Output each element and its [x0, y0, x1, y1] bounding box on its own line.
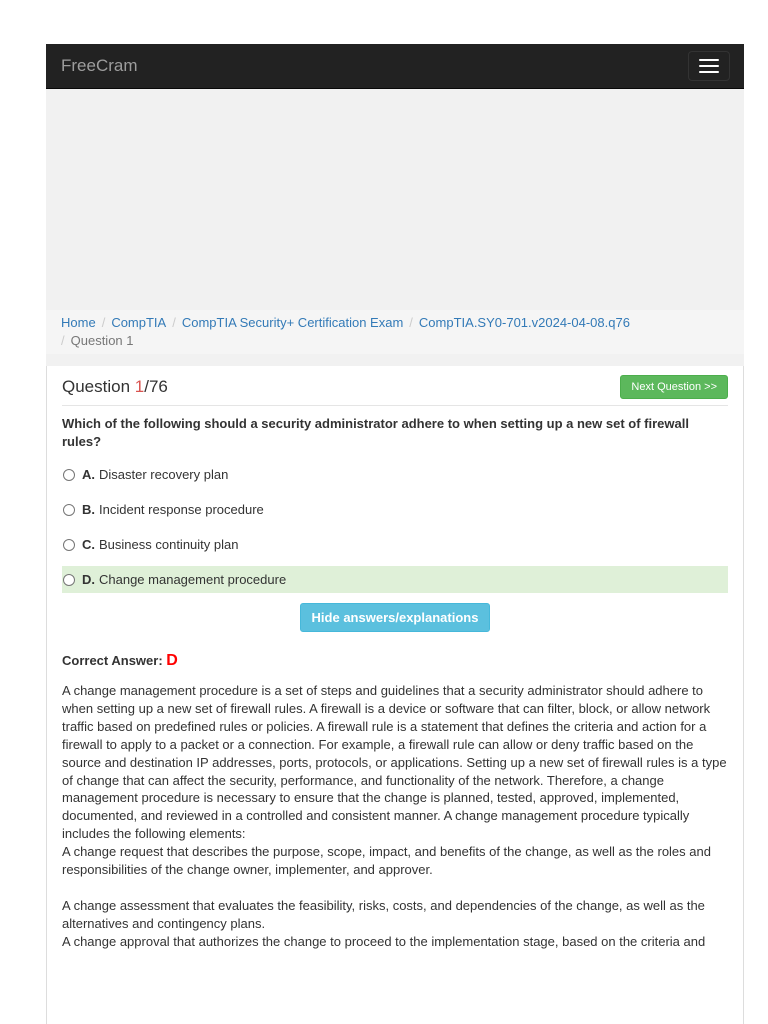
menu-toggle-button[interactable]	[688, 51, 730, 81]
question-total: /76	[144, 377, 168, 396]
radio-d[interactable]	[63, 574, 75, 586]
explanation-paragraph: A change assessment that evaluates the feasibility, risks, costs, and dependencies of the change, as well as the alternatives and contingency plans.	[62, 897, 705, 931]
hide-answers-button[interactable]: Hide answers/explanations	[300, 603, 491, 632]
correct-answer-letter: D	[166, 652, 178, 669]
ad-area	[46, 89, 744, 366]
next-question-button[interactable]: Next Question >>	[620, 375, 728, 399]
brand-logo[interactable]: FreeCram	[61, 56, 138, 75]
question-header	[62, 366, 728, 406]
option-a[interactable]: A. Disaster recovery plan	[62, 461, 728, 488]
breadcrumb: Home / CompTIA / CompTIA Security+ Certification Exam / CompTIA.SY0-701.v2024-04-08.q76 / Question 1	[46, 310, 744, 354]
radio-a[interactable]	[63, 469, 75, 481]
breadcrumb-current: Question 1	[70, 333, 134, 348]
question-title: Question 1/76	[62, 377, 168, 396]
question-panel	[46, 366, 744, 1024]
correct-answer: Correct Answer: D	[62, 652, 178, 669]
explanation-paragraph: A change request that describes the purpose, scope, impact, and benefits of the change, as well as the roles and responsibilities of the change owner, implementer, and approver.	[62, 844, 711, 878]
option-d[interactable]: D. Change management procedure	[62, 566, 728, 593]
explanation-paragraph: A change approval that authorizes the change to proceed to the implementation stage, based on the criteria and	[62, 933, 706, 949]
hamburger-icon	[699, 65, 719, 67]
explanation	[62, 682, 728, 951]
radio-c[interactable]	[63, 539, 75, 551]
explanation-paragraph: A change management procedure is a set of steps and guidelines that a security administrator should adhere to when setting up a new set of firewall rules. A firewall is a device or software that can filter, block, or allow network traffic based on predefined rules or policies. A firewall rule is a statement that defines the criteria and action for a firewall to apply to a packet or a connection. For example, a firewall rule can allow or deny traffic based on the source and destination IP addresses, ports, protocols, or applications. Setting up a new set of firewall rules is a type of change that can affect the security, performance, and functionality of the network. Therefore, a change management procedure is necessary to ensure that the change is planned, tested, approved, implemented, documented, and reviewed in a controlled and consistent manner. A change management procedure typically includes the following elements:	[62, 683, 727, 842]
navbar	[46, 44, 744, 89]
hamburger-icon	[699, 71, 719, 73]
radio-b[interactable]	[63, 504, 75, 516]
hamburger-icon	[699, 59, 719, 61]
breadcrumb-exam[interactable]: CompTIA Security+ Certification Exam	[181, 315, 404, 330]
option-c[interactable]: C. Business continuity plan	[62, 531, 728, 558]
question-text: Which of the following should a security administrator adhere to when setting up a new set of firewall rules?	[62, 416, 689, 449]
breadcrumb-comptia[interactable]: CompTIA	[111, 315, 167, 330]
option-b[interactable]: B. Incident response procedure	[62, 496, 728, 523]
page-frame	[46, 44, 744, 1024]
breadcrumb-home[interactable]: Home	[61, 315, 96, 330]
question-number: 1	[134, 377, 145, 396]
breadcrumb-exam-version[interactable]: CompTIA.SY0-701.v2024-04-08.q76	[418, 315, 630, 330]
